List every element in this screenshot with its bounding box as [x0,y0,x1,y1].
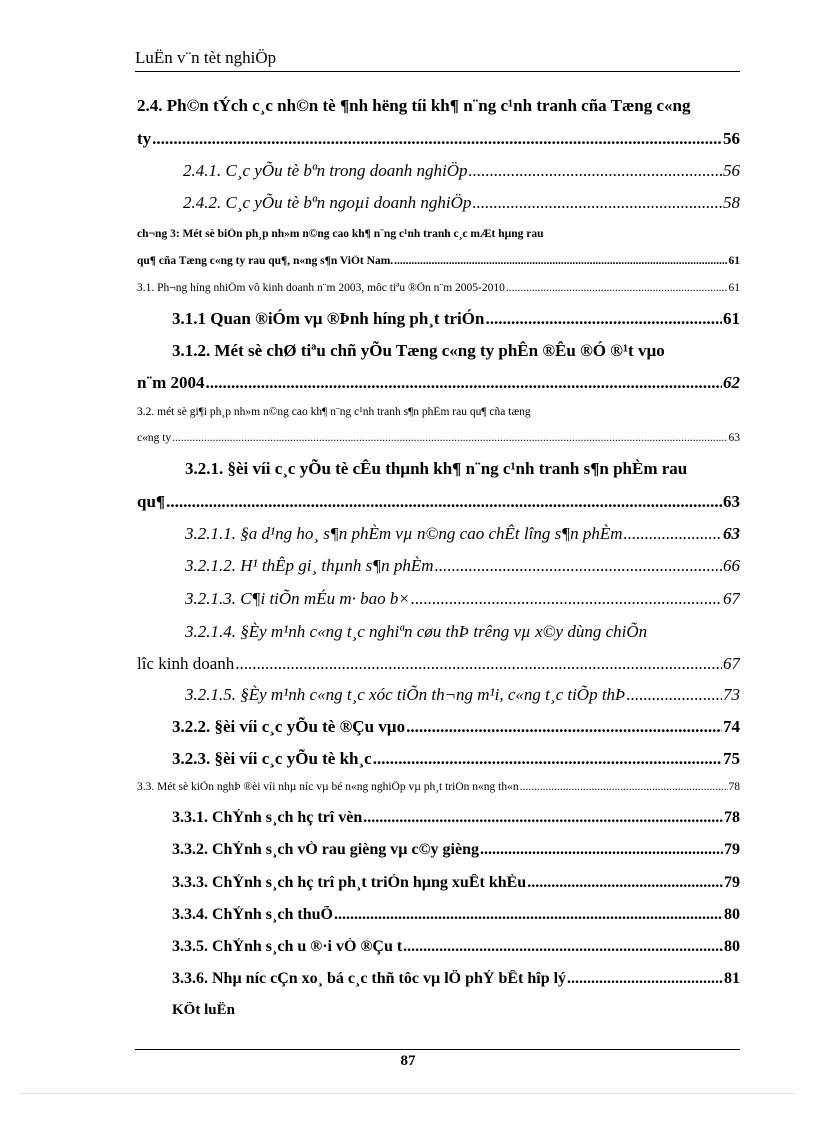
toc-entry: 2.4.2. C¸c yÕu tè bªn ngoµi doanh nghiÖp ..... 58 [183,193,740,213]
toc-entry: 3.3.3. ChÝnh s¸ch hç trî ph¸t triÓn hµng xuÊt khÈu ..... 79 [172,874,740,892]
toc-entry: ty ..... 56 [137,129,740,149]
toc-leader [363,809,723,827]
toc-entry: 3.1. Ph¬ng híng nhiÖm vô kinh doanh n¨m 2003, môc tiªu ®Õn n¨m 2005-2010 ..... 61 [137,282,740,294]
toc-leader [166,492,722,512]
toc-entry: 3.2.1.2. H¹ thÊp gi¸ thµnh s¶n phÈm ..... 66 [185,556,740,576]
toc-leader [485,309,722,329]
toc-entry: 3.2.3. §èi víi c¸c yÕu tè kh¸c ..... 75 [172,749,740,769]
toc-entry: n¨m 2004 ..... 62 [137,373,740,393]
toc-entry: 3.2.1.1. §a d¹ng ho¸ s¶n phÈm vµ n©ng cao chÊt lîng s¶n phÈm ..... 63 [185,524,740,544]
toc-entry: lîc kinh doanh ..... 67 [137,654,740,674]
toc-entry: c«ng ty ..... 63 [137,432,740,444]
toc-leader [480,841,723,859]
toc-entry: 3.2.1.3. C¶i tiÕn mÉu m· bao b× ..... 67 [185,589,740,609]
toc-leader [527,874,723,892]
page-number: 87 [400,1053,416,1069]
toc-entry: 3.3. Mét sè kiÕn nghÞ ®èi víi nhµ níc vµ bé n«ng nghiÖp vµ ph¸t triÓn n«ng th«n ..... 78 [137,781,740,793]
toc-entry: 3.3.1. ChÝnh s¸ch hç trî vèn ..... 78 [172,809,740,827]
toc-entry: 3.3.5. ChÝnh s¸ch u ®·i vÒ ®Çu t ..... 80 [172,938,740,956]
toc-leader [406,717,722,737]
footer-rule [135,1049,740,1050]
toc-leader [206,373,722,393]
toc-leader [235,654,722,674]
toc-leader [506,282,728,294]
toc-leader [520,781,728,793]
page-edge-divider [20,1093,796,1094]
toc-entry: qu¶ cña Tæng c«ng ty rau qu¶, n«ng s¶n ViÖt Nam. ..... 61 [137,255,740,267]
toc-entry: 3.2. mét sè gi¶i ph¸p nh»m n©ng cao kh¶ n¨ng c¹nh tranh s¶n phÈm rau qu¶ cña tæng [137,406,531,418]
toc-entry: 3.3.6. Nhµ níc cÇn xo¸ bá c¸c thñ tôc vµ lÖ phÝ bÊt hîp lý ..... 81 [172,970,740,988]
toc-entry: KÕt luËn [172,1002,235,1018]
toc-entry: 3.1.2. Mét sè chØ tiªu chñ yÕu Tæng c«ng ty phÊn ®Êu ®Ó ®¹t vµo [172,341,665,360]
toc-leader [626,685,722,705]
toc-leader [472,193,722,213]
toc-leader [411,589,722,609]
toc-entry: 3.2.1.5. §Èy m¹nh c«ng t¸c xóc tiÕn th¬ng m¹i, c«ng t¸c tiÕp thÞ ..... 73 [185,685,740,705]
toc-entry: 3.1.1 Quan ®iÓm vµ ®Þnh híng ph¸t triÓn ..... 61 [172,309,740,329]
toc-entry: 3.2.2. §èi víi c¸c yÕu tè ®Çu vµo ..... 74 [172,717,740,737]
page-header-title: LuËn v¨n tèt nghiÖp [135,48,277,67]
toc-entry: 2.4.1. C¸c yÕu tè bªn trong doanh nghiÖp ..... 56 [183,161,740,181]
toc-leader [435,556,722,576]
toc-leader [334,906,723,924]
header-rule [135,71,740,72]
toc-leader [624,524,723,544]
toc-entry: 3.3.4. ChÝnh s¸ch thuÕ ..... 80 [172,906,740,924]
toc-leader [567,970,723,988]
toc-leader [152,129,722,149]
toc-entry: 3.3.2. ChÝnh s¸ch vÒ rau gièng vµ c©y gièng ..... 79 [172,841,740,859]
toc-leader [469,161,722,181]
toc-leader [394,255,727,267]
toc-entry: ch¬ng 3: Mét sè biÖn ph¸p nh»m n©ng cao kh¶ n¨ng c¹nh tranh c¸c mÆt hµng rau [137,228,544,240]
toc-leader [373,749,722,769]
toc-leader [172,432,727,444]
toc-leader [403,938,723,956]
toc-entry: 3.2.1.4. §Èy m¹nh c«ng t¸c nghiªn cøu thÞ trêng vµ x©y dùng chiÕn [185,622,648,641]
toc-entry: 3.2.1. §èi víi c¸c yÕu tè cÊu thµnh kh¶ n¨ng c¹nh tranh s¶n phÈm rau [185,459,688,478]
toc-entry: qu¶ ..... 63 [137,492,740,512]
toc-entry: 2.4. Ph©n tÝch c¸c nh©n tè ¶nh hëng tíi kh¶ n¨ng c¹nh tranh cña Tæng c«ng [137,96,691,115]
